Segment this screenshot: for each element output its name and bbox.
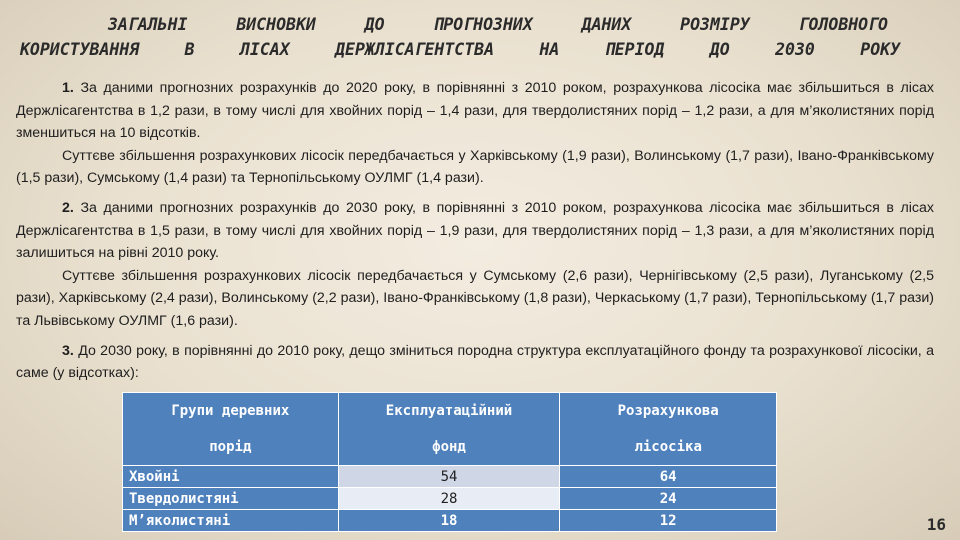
- table-cell-group: Хвойні: [123, 466, 339, 488]
- table-cell-cut: 24: [560, 488, 777, 510]
- slide-title: [20, 12, 940, 62]
- table-cell-fund: 54: [338, 466, 560, 488]
- slide-body: [16, 77, 934, 385]
- title-line-2: КОРИСТУВАННЯ В ЛІСАХ ДЕРЖЛІСАГЕНТСТВА НА ПЕРІОД ДО 2030 РОКУ: [20, 40, 900, 59]
- conclusion-text: За даними прогнозних розрахунків до 2020 року, в порівнянні з 2010 роком, розрахункова лісосіка має збільшиться в лісах Держлісагентства в 1,2 рази, в тому числі для хвойних порід – 1,4 рази, для твердолистяних порід – 1,2 рази, а для м’яколистяних порід зменшиться на 10 відсотків.: [16, 80, 934, 142]
- conclusion-2-detail: Суттєве збільшення розрахункових лісосік передбачається у Сумському (2,6 рази), Чернігівському (2,5 рази), Луганському (2,5 рази), Харківському (2,4 рази), Волинському (2,2 рази), Івано-Франківському (1,8 рази), Черкаському (1,7 рази), Тернопільському (1,7 рази) та Львівському ОУЛМГ (1,6 рази).: [16, 267, 934, 329]
- conclusion-number: 2.: [62, 199, 74, 216]
- table-row: [123, 510, 777, 532]
- table-row: [123, 466, 777, 488]
- table-header-row: [123, 393, 777, 466]
- conclusion-number: 3.: [62, 342, 74, 359]
- table-cell-cut: 64: [560, 466, 777, 488]
- conclusion-text: До 2030 року, в порівнянні до 2010 року, дещо зміниться породна структура експлуатаційного фонду та розрахункової лісосіки, а саме (у відсотках):: [16, 342, 934, 382]
- conclusion-number: 1.: [62, 80, 74, 96]
- table-header-fund: Експлуатаційний фонд: [338, 393, 560, 466]
- table-cell-fund: 28: [338, 488, 560, 510]
- conclusion-1: [16, 77, 934, 145]
- table-cell-fund: 18: [338, 510, 560, 532]
- table-cell-cut: 12: [560, 510, 777, 532]
- species-structure-table: [122, 392, 777, 532]
- conclusion-3: [16, 340, 934, 385]
- conclusion-text: За даними прогнозних розрахунків до 2030 року, в порівнянні з 2010 роком, розрахункова лісосіка має збільшиться в лісах Держлісагентства в 1,5 рази, в тому числі для хвойних порід – 1,9 рази, для твердолистяних порід – 1,3 рази, а для м’яколистяних порід залишиться на рівні 2010 року.: [16, 199, 934, 262]
- table-header-groups: Групи деревних порід: [123, 393, 339, 466]
- table-header-cut: Розрахункова лісосіка: [560, 393, 777, 466]
- title-line-1: ЗАГАЛЬНІ ВИСНОВКИ ДО ПРОГНОЗНИХ ДАНИХ РОЗМІРУ ГОЛОВНОГО: [108, 15, 888, 34]
- table-cell-group: Твердолистяні: [123, 488, 339, 510]
- page-number: 16: [926, 515, 946, 534]
- table-row: [123, 488, 777, 510]
- conclusion-2: [16, 197, 934, 265]
- conclusion-1-detail: Суттєве збільшення розрахункових лісосік передбачається у Харківському (1,9 рази), Волинському (1,7 рази), Івано-Франківському (1,5 рази), Сумському (1,4 рази) та Тернопільському ОУЛМГ (1,4 рази).: [16, 147, 934, 187]
- table-cell-group: М’яколистяні: [123, 510, 339, 532]
